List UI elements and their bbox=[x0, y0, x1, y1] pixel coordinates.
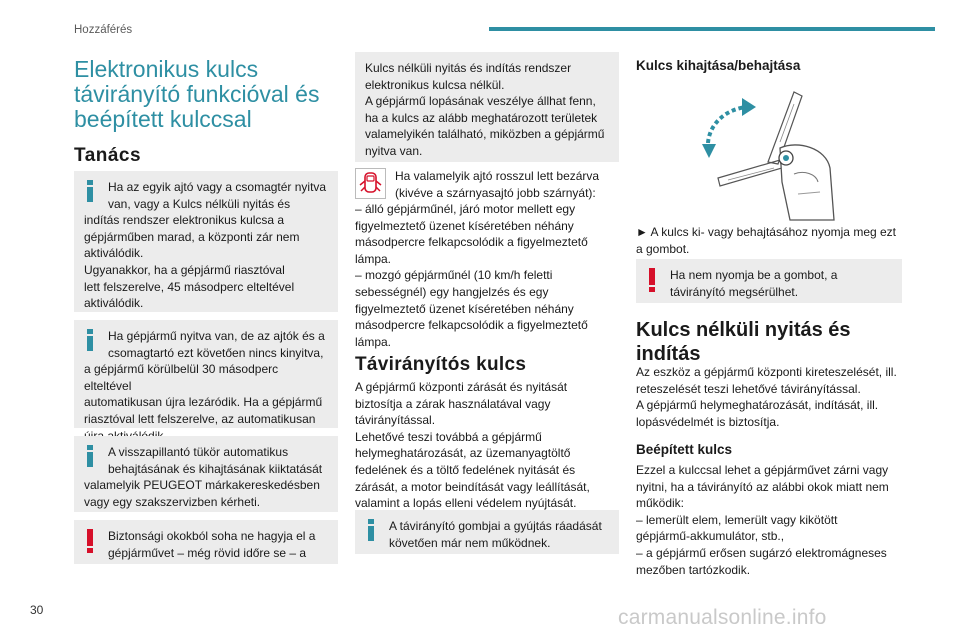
header-accent-rule bbox=[489, 27, 935, 31]
key-fold-illustration bbox=[698, 82, 848, 222]
builtin-key-paragraph: Ezzel a kulccsal lehet a gépjárművet zárni vagy nyitni, ha a távirányító az alábbi okok miatt nem működik: – lemerült elem, lemerült vagy kikötött gépjármű-akkumulátor, stb., – a gépjármű erősen sugárzó elektromágneses mezőben tartózkodik. bbox=[636, 463, 889, 577]
warning-icon bbox=[649, 268, 655, 292]
advice-heading: Tanács bbox=[74, 145, 142, 166]
header-section-label: Hozzáférés bbox=[74, 24, 133, 36]
door-open-warning-icon bbox=[355, 168, 386, 199]
info-box-remote-ignition bbox=[355, 510, 619, 554]
door-warning-lead: Ha valamelyik ajtó rosszul lett bezárva (kivéve a szárnyasajtó jobb szárnyát): bbox=[395, 169, 600, 200]
remote-key-heading: Távirányítós kulcs bbox=[355, 354, 527, 375]
keyless-section-title: Kulcs nélküli nyitás és indítás bbox=[636, 319, 851, 365]
key-fold-instruction: ► A kulcs ki- vagy behajtásához nyomja meg ezt a gombot. bbox=[636, 225, 897, 256]
page-title: Elektronikus kulcs távirányító funkcióval és beépített kulccsal bbox=[74, 56, 320, 132]
watermark: carmanualsonline.info bbox=[618, 606, 827, 629]
warning-box-text: Ha nem nyomja be a gombot, a távirányító megsérülhet. bbox=[670, 268, 838, 299]
info-icon bbox=[87, 180, 93, 202]
keyless-section-paragraph: Az eszköz a gépjármű központi kireteszelését, ill. reteszelését teszi lehetővé távirányítással. A gépjármű helymeghatározását, indítását, ill. lopásvédelmét is biztosítja. bbox=[636, 365, 897, 429]
info-box-text: indítás rendszer elektronikus kulcsa a gépjárműben marad, a központi zár nem aktiválódik. Ugyanakkor, ha a gépjármű riasztóval lett felszerelve, 45 másodperc elteltével aktiválódik. bbox=[84, 213, 300, 311]
warning-box-text: Biztonsági okokból soha ne hagyja el a gépjárművet – még rövid időre se – a bbox=[108, 529, 316, 560]
info-box-mirror-folding bbox=[74, 436, 338, 512]
warning-box-leave-vehicle bbox=[74, 520, 338, 564]
info-box-text-lead: Ha gépjármű nyitva van, de az ajtók és a csomagtartó ezt követően nincs kinyitva, bbox=[108, 329, 325, 360]
key-fold-heading: Kulcs kihajtása/behajtása bbox=[636, 58, 801, 73]
info-icon bbox=[87, 445, 93, 467]
info-box-text-lead: Ha az egyik ajtó vagy a csomagtér nyitva van, vagy a Kulcs nélküli nyitás és bbox=[108, 180, 327, 211]
warning-icon bbox=[87, 529, 93, 553]
info-box-text: A távirányító gombjai a gyújtás ráadását követően már nem működnek. bbox=[389, 519, 602, 550]
info-box-text: a gépjármű körülbelül 30 másodperc elteltével automatikusan újra lezáródik. Ha a gépjármű riasztóval lett felszerelve, az automatikusan bbox=[84, 362, 323, 426]
info-icon bbox=[87, 329, 93, 351]
warning-box-key-damage bbox=[636, 259, 902, 303]
info-box-door-open bbox=[74, 171, 338, 312]
continued-warning-text: Kulcs nélküli nyitás és indítás rendszer elektronikus kulcsa nélkül. A gépjármű lopásának veszélye állhat fenn, ha a kulcs az alább meghatározott területek valamelyikén található, miközben a gépjármű nyitva van. bbox=[365, 61, 605, 158]
remote-key-paragraph: A gépjármű központi zárását és nyitását biztosítja a zárak használatával vagy távirányítással. Lehetővé teszi továbbá a gépjármű helymeghatározását, az üzemanyagtöltő fedelének és a töltő fedelének nyitását és zárását, a motor beindítását vagy leállítását, valamint a lopás elleni védelem nyújtását. bbox=[355, 380, 590, 511]
continued-warning-box bbox=[355, 52, 619, 162]
info-box-text: valamelyik PEUGEOT márkakereskedésben vagy egy szakszervizben kérheti. bbox=[84, 478, 320, 509]
info-icon bbox=[368, 519, 374, 541]
info-box-auto-relock bbox=[74, 320, 338, 428]
info-box-text-lead: A visszapillantó tükör automatikus behajtásának és kihajtásának kiiktatását bbox=[108, 445, 323, 476]
page-number: 30 bbox=[30, 603, 44, 617]
door-warning-text: – álló gépjárműnél, járó motor mellett egy figyelmeztető üzenet kíséretében néhány másodpercre felkapcsolódik a figyelmeztető lámpa. – mozgó gépjárműnél (10 km/h feletti sebességnél) egy hangjelzés és egy figyelmeztető üzenet kíséretében néhány másodpercre felkapcsolódik a figyelmeztető lámpa. bbox=[355, 202, 588, 349]
builtin-key-heading: Beépített kulcs bbox=[636, 442, 733, 457]
